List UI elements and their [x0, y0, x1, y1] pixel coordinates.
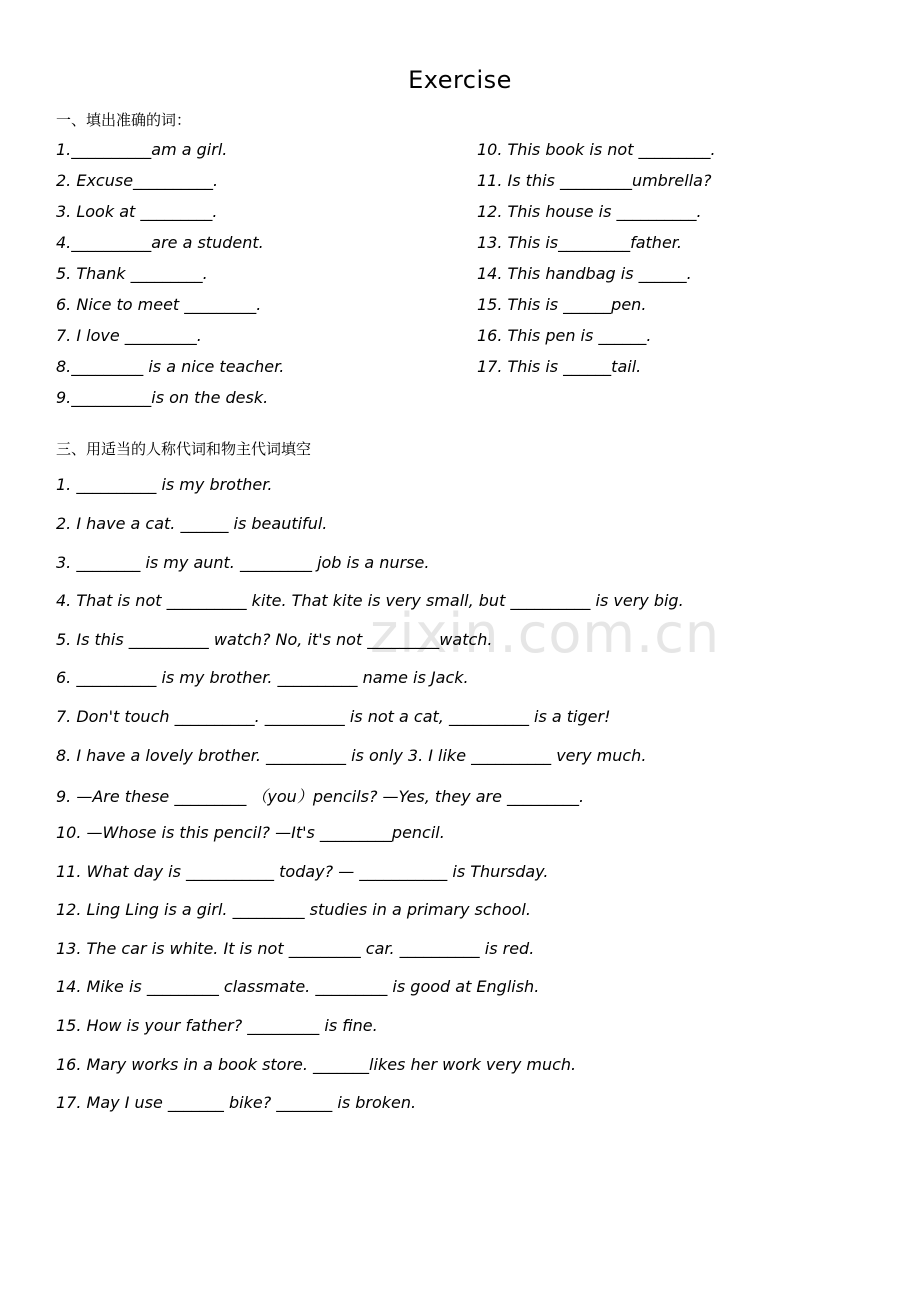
s3-item-9: 9. —Are these _________ （you）pencils? —Yes, they are _________.: [56, 787, 585, 806]
s3-item-2: 2. I have a cat. ______ is beautiful.: [56, 514, 328, 533]
s3-item-15: 15. How is your father? _________ is fine.: [56, 1016, 378, 1035]
s3-item-17: 17. May I use _______ bike? _______ is broken.: [56, 1093, 417, 1112]
s1-item-7: 7. I love _________.: [56, 326, 202, 345]
section3-heading: 三、用适当的人称代词和物主代词填空: [56, 440, 312, 458]
s3-item-5: 5. Is this __________ watch? No, it's not _________watch.: [56, 630, 493, 649]
s1-item-5: 5. Thank _________.: [56, 264, 208, 283]
s3-item-3: 3. ________ is my aunt. _________ job is a nurse.: [56, 553, 430, 572]
s3-item-10: 10. —Whose is this pencil? —It's _________pencil.: [56, 823, 445, 842]
s3-item-4: 4. That is not __________ kite. That kite is very small, but __________ is very big.: [56, 591, 684, 610]
s1-item-17: 17. This is ______tail.: [477, 357, 642, 376]
s3-item-6: 6. __________ is my brother. __________ name is Jack.: [56, 668, 469, 687]
s1-item-9: 9.__________is on the desk.: [56, 388, 269, 407]
s1-item-11: 11. Is this _________umbrella?: [477, 171, 712, 190]
s1-item-2: 2. Excuse__________.: [56, 171, 219, 190]
s3-item-1: 1. __________ is my brother.: [56, 475, 273, 494]
watermark: zixin.com.cn: [370, 602, 721, 665]
s1-item-13: 13. This is_________father.: [477, 233, 682, 252]
s3-item-7: 7. Don't touch __________. __________ is not a cat, __________ is a tiger!: [56, 707, 611, 726]
s1-item-15: 15. This is ______pen.: [477, 295, 647, 314]
page-title: Exercise: [408, 66, 512, 94]
s1-item-1: 1.__________am a girl.: [56, 140, 228, 159]
s1-item-3: 3. Look at _________.: [56, 202, 218, 221]
s1-item-10: 10. This book is not _________.: [477, 140, 716, 159]
s3-item-11: 11. What day is ___________ today? — ___________ is Thursday.: [56, 862, 549, 881]
s3-item-16: 16. Mary works in a book store. _______likes her work very much.: [56, 1055, 577, 1074]
s3-item-12: 12. Ling Ling is a girl. _________ studies in a primary school.: [56, 900, 531, 919]
s1-item-12: 12. This house is __________.: [477, 202, 702, 221]
s1-item-6: 6. Nice to meet _________.: [56, 295, 262, 314]
s1-item-4: 4.__________are a student.: [56, 233, 264, 252]
s1-item-14: 14. This handbag is ______.: [477, 264, 692, 283]
section1-heading: 一、填出准确的词：: [56, 111, 192, 129]
s1-item-8: 8._________ is a nice teacher.: [56, 357, 285, 376]
s3-item-14: 14. Mike is _________ classmate. _________ is good at English.: [56, 977, 540, 996]
s1-item-16: 16. This pen is ______.: [477, 326, 652, 345]
s3-item-13: 13. The car is white. It is not _________ car. __________ is red.: [56, 939, 535, 958]
s3-item-8: 8. I have a lovely brother. __________ is only 3. I like __________ very much.: [56, 746, 647, 765]
